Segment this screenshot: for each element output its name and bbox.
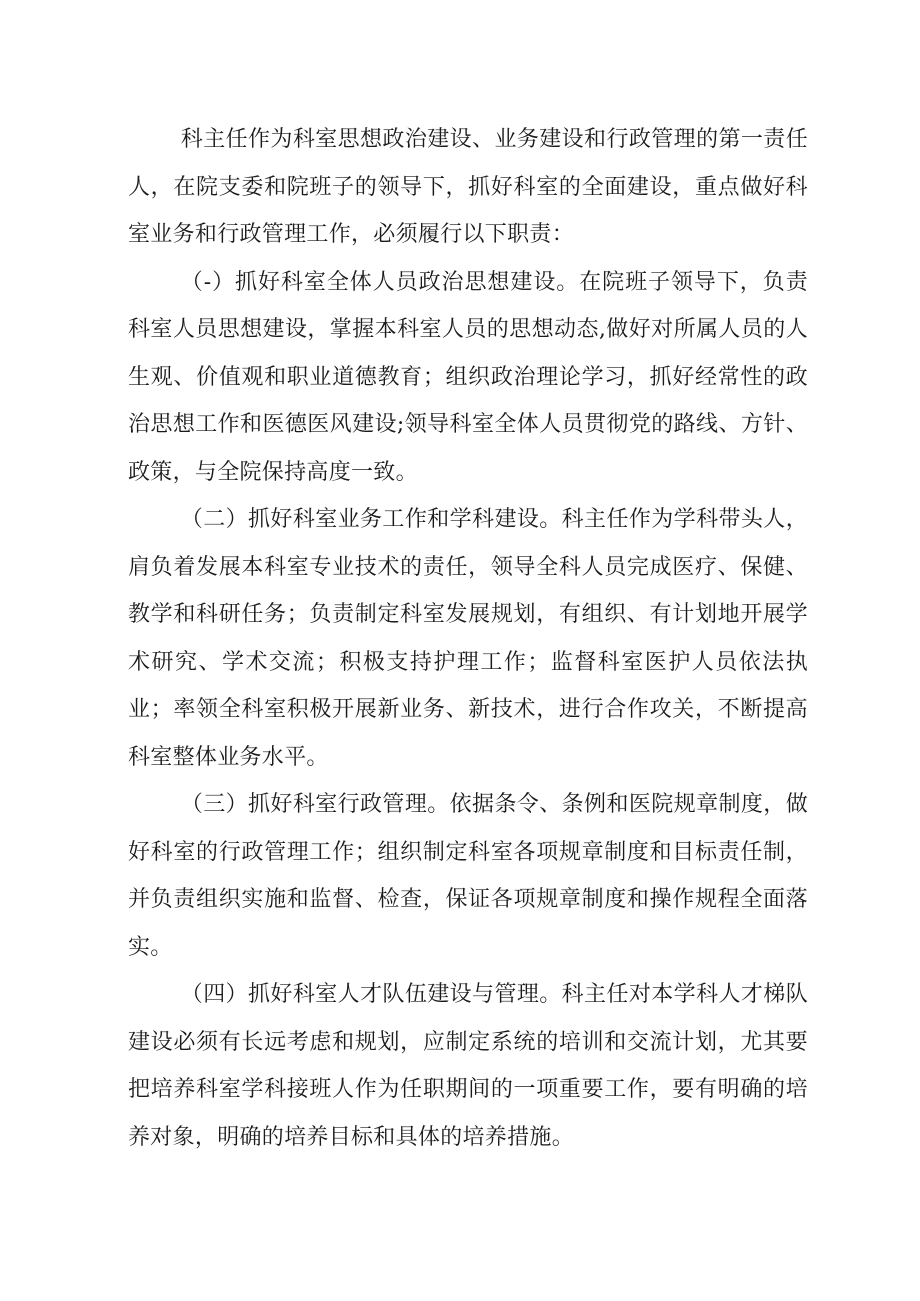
- paragraph-duty-1: （-）抓好科室全体人员政治思想建设。在院班子领导下，负责科室人员思想建设，掌握本科室人员的思想动态,做好对所属人员的人生观、价值观和职业道德教育；组织政治理论学习，抓好经常性的政治思想工作和医德医风建设;领导科室全体人员贯彻党的路线、方针、政策，与全院保持高度一致。: [128, 269, 808, 485]
- paragraph-duty-3: （三）抓好科室行政管理。依据条令、条例和医院规章制度，做好科室的行政管理工作；组织制定科室各项规章制度和目标责任制，并负责组织实施和监督、检查，保证各项规章制度和操作规程全面落实。: [128, 792, 808, 960]
- paragraph-duty-4: （四）抓好科室人才队伍建设与管理。科主任对本学科人才梯队建设必须有长远考虑和规划，应制定系统的培训和交流计划，尤其要把培养科室学科接班人作为任职期间的一项重要工作，要有明确的培养对象，明确的培养目标和具体的培养措施。: [128, 982, 808, 1150]
- paragraph-duty-2: （二）抓好科室业务工作和学科建设。科主任作为学科带头人，肩负着发展本科室专业技术的责任，领导全科人员完成医疗、保健、教学和科研任务；负责制定科室发展规划，有组织、有计划地开展学术研究、学术交流；积极支持护理工作；监督科室医护人员依法执业；率领全科室积极开展新业务、新技术，进行合作攻关，不断提高科室整体业务水平。: [128, 507, 808, 770]
- document-body: [128, 116, 808, 1161]
- paragraph-intro: 科主任作为科室思想政治建设、业务建设和行政管理的第一责任人，在院支委和院班子的领导下，抓好科室的全面建设，重点做好科室业务和行政管理工作，必须履行以下职责：: [128, 127, 808, 247]
